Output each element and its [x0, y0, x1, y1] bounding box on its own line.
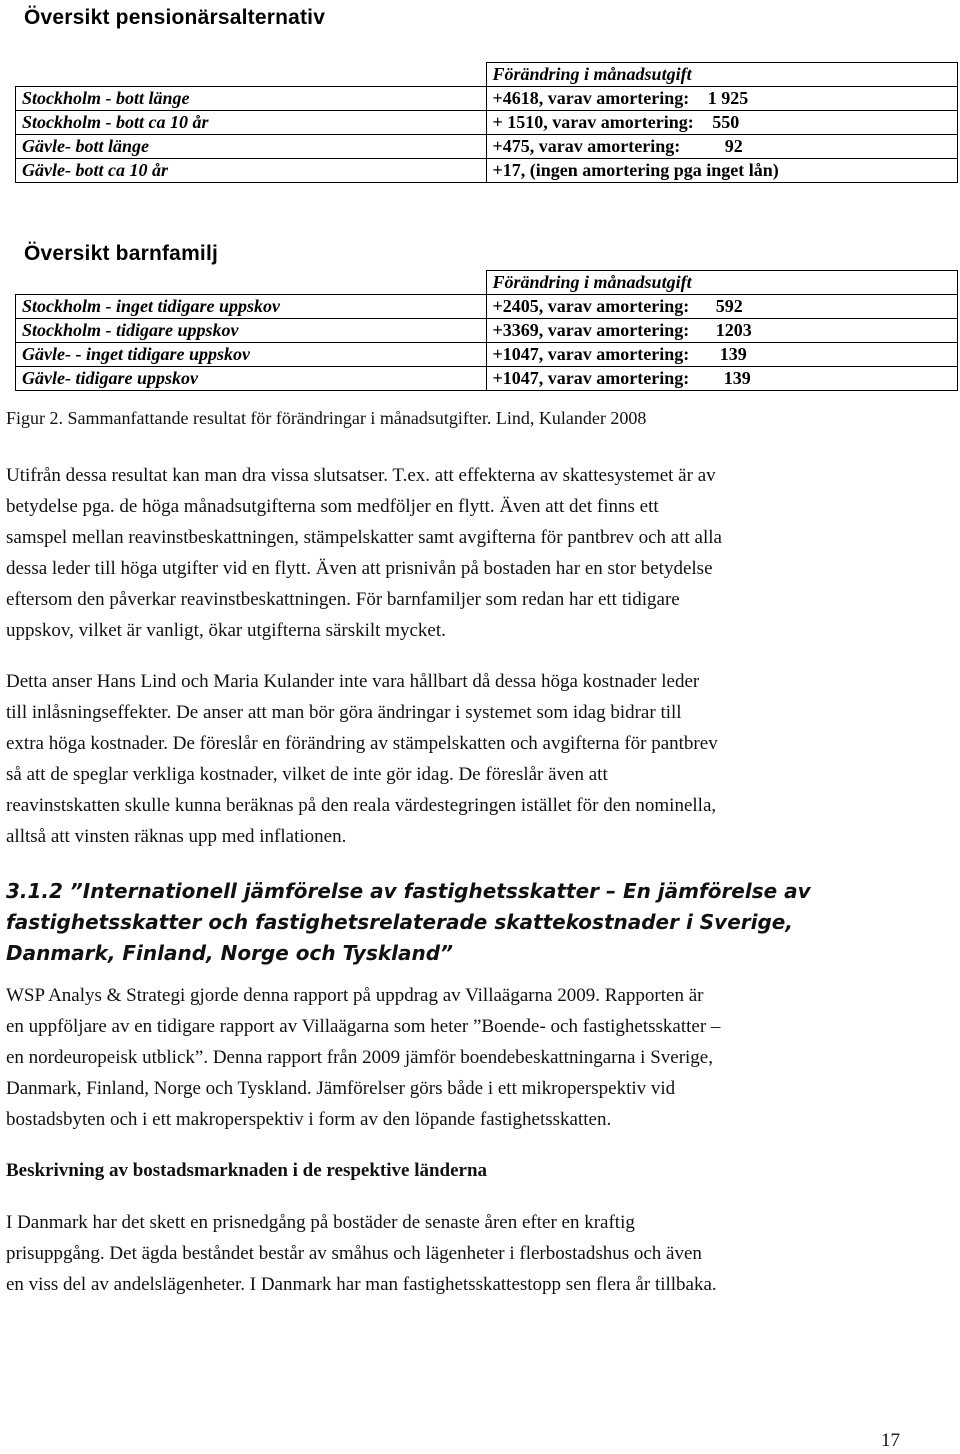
figure-caption: Figur 2. Sammanfattande resultat för förändringar i månadsutgifter. Lind, Kulander 2008: [6, 408, 647, 428]
text-line: en nordeuropeisk utblick”. Denna rapport från 2009 jämför boendebeskattningarna i Sverige,: [6, 1047, 713, 1068]
heading-line: 3.1.2 ”Internationell jämförelse av fastighetsskatter – En jämförelse av: [6, 879, 811, 903]
row-label: Stockholm - bott ca 10 år: [16, 111, 487, 135]
table-row: [16, 111, 958, 135]
text-line: reavinstskatten skulle kunna beräknas på den reala värdestegringen istället för den nominella,: [6, 795, 717, 816]
page-number: 17: [881, 1430, 900, 1451]
row-change: +475, varav amortering: 92: [486, 135, 958, 159]
heading-line: Danmark, Finland, Norge och Tyskland”: [6, 941, 453, 965]
family-overview-table: [15, 270, 958, 391]
row-change: +1047, varav amortering: 139: [486, 367, 958, 391]
paragraph-conclusions: [6, 460, 951, 646]
paragraph-proposals: [6, 666, 951, 852]
text-line: I Danmark har det skett en prisnedgång på bostäder de senaste åren efter en kraftig: [6, 1212, 635, 1233]
text-line: Danmark, Finland, Norge och Tyskland. Jämförelser görs både i ett mikroperspektiv vid: [6, 1078, 676, 1099]
row-label: Gävle- bott länge: [16, 135, 487, 159]
table1-title: Översikt pensionärsalternativ: [24, 6, 326, 29]
row-label: Gävle- tidigare uppskov: [16, 367, 487, 391]
table-row: [16, 135, 958, 159]
table-row: [16, 295, 958, 319]
row-label: Stockholm - bott länge: [16, 87, 487, 111]
row-change: +17, (ingen amortering pga inget lån): [486, 159, 958, 183]
text-line: eftersom den påverkar reavinstbeskattningen. För barnfamiljer som redan har ett tidigare: [6, 589, 680, 610]
text-line: bostadsbyten och i ett makroperspektiv i form av den löpande fastighetsskatten.: [6, 1109, 612, 1130]
row-amount: 550: [712, 112, 740, 132]
row-change: + 1510, varav amortering: 550: [486, 111, 958, 135]
row-change: +4618, varav amortering: 1 925: [486, 87, 958, 111]
text-line: uppskov, vilket är vanligt, ökar utgifterna särskilt mycket.: [6, 620, 446, 641]
row-amount: 92: [724, 136, 743, 156]
table-row: [16, 87, 958, 111]
row-label: Stockholm - inget tidigare uppskov: [16, 295, 487, 319]
section-heading: Beskrivning av bostadsmarknaden i de respektive länderna: [6, 1160, 488, 1181]
text-line: till inlåsningseffekter. De anser att man bör göra ändringar i systemet som idag bidrar till: [6, 702, 682, 723]
row-amount: 139: [719, 344, 747, 364]
text-line: Detta anser Hans Lind och Maria Kulander inte vara hållbart då dessa höga kostnader leder: [6, 671, 700, 692]
table-row: [16, 319, 958, 343]
subsection-heading: [6, 876, 951, 969]
table-row: [16, 159, 958, 183]
text-line: WSP Analys & Strategi gjorde denna rapport på uppdrag av Villaägarna 2009. Rapporten är: [6, 985, 704, 1006]
pension-overview-table: [15, 62, 958, 183]
text-line: betydelse pga. de höga månadsutgifterna som medföljer en flytt. Även att det finns ett: [6, 496, 659, 517]
text-line: en uppföljare av en tidigare rapport av Villaägarna som heter ”Boende- och fastighetsskatter –: [6, 1016, 721, 1037]
row-change: +3369, varav amortering: 1203: [486, 319, 958, 343]
text-line: extra höga kostnader. De föreslår en förändring av stämpelskatten och avgifterna för pantbrev: [6, 733, 718, 754]
row-label: Stockholm - tidigare uppskov: [16, 319, 487, 343]
text-line: dessa leder till höga utgifter vid en flytt. Även att prisnivån på bostaden har en stor betydelse: [6, 558, 713, 579]
row-amount: 1203: [715, 320, 752, 340]
text-line: samspel mellan reavinstbeskattningen, stämpelskatter samt avgifterna för pantbrev och att alla: [6, 527, 722, 548]
heading-line: fastighetsskatter och fastighetsrelaterade skattekostnader i Sverige,: [6, 910, 793, 934]
table2-title: Översikt barnfamilj: [24, 242, 219, 265]
table-header-empty-cell: [16, 271, 487, 295]
row-label: Gävle- bott ca 10 år: [16, 159, 487, 183]
text-line: alltså att vinsten räknas upp med inflationen.: [6, 826, 347, 847]
text-line: så att de speglar verkliga kostnader, vilket de inte gör idag. De föreslår även att: [6, 764, 608, 785]
table-header-cell: Förändring i månadsutgift: [486, 63, 958, 87]
table-header-row: [16, 63, 958, 87]
paragraph-wsp-report: [6, 980, 951, 1135]
row-amount: 139: [723, 368, 751, 388]
row-change: +2405, varav amortering: 592: [486, 295, 958, 319]
table-row: [16, 343, 958, 367]
row-amount: 592: [715, 296, 743, 316]
text-line: en viss del av andelslägenheter. I Danmark har man fastighetsskattestopp sen flera år tillbaka.: [6, 1274, 717, 1295]
table-header-cell: Förändring i månadsutgift: [486, 271, 958, 295]
text-line: Utifrån dessa resultat kan man dra vissa slutsatser. T.ex. att effekterna av skattesystemet är av: [6, 465, 716, 486]
text-line: prisuppgång. Det ägda beståndet består av småhus och lägenheter i flerbostadshus och även: [6, 1243, 702, 1264]
row-change: +1047, varav amortering: 139: [486, 343, 958, 367]
row-label: Gävle- - inget tidigare uppskov: [16, 343, 487, 367]
table-header-empty-cell: [16, 63, 487, 87]
table-row: [16, 367, 958, 391]
row-amount: 1 925: [707, 88, 749, 108]
paragraph-denmark: [6, 1207, 951, 1300]
table-header-row: [16, 271, 958, 295]
